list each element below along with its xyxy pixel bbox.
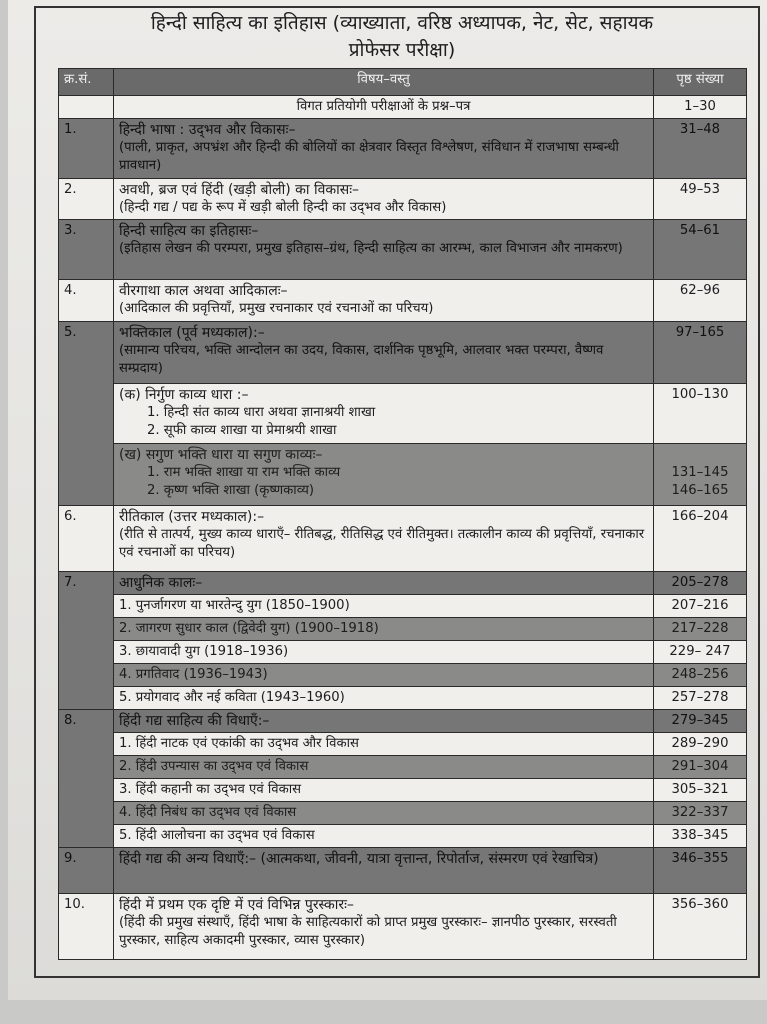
page-range: 338–345 [654, 825, 747, 848]
list-item: 4. प्रगतिवाद (1936–1943) [114, 664, 654, 687]
list-item: 1. पुनर्जागरण या भारतेन्दु युग (1850–1900) [114, 595, 654, 618]
page-range: 217–228 [654, 618, 747, 641]
page-range: 322–337 [654, 802, 747, 825]
page-range: 97–165 [654, 322, 747, 384]
table-row [59, 756, 747, 779]
section-heading: हिन्दी भाषा : उद्‌भव और विकासः– [119, 122, 296, 138]
list-item: 2. सूफी काव्य शाखा या प्रेमाश्रयी शाखा [147, 423, 337, 438]
page-range: 229– 247 [654, 641, 747, 664]
section-heading: हिन्दी साहित्य का इतिहासः– [119, 223, 259, 239]
list-item: 1. हिंदी नाटक एवं एकांकी का उद्‌भव और विकास [114, 733, 654, 756]
subsection-heading: (ख) सगुण भक्ति धारा या सगुण काव्यः– [119, 447, 323, 463]
table-row [59, 710, 747, 733]
page-range: 356–360 [654, 894, 747, 960]
title-line-2: प्रोफेसर परीक्षा) [348, 39, 456, 61]
page-range: 207–216 [654, 595, 747, 618]
page-range: 54–61 [654, 220, 747, 280]
table-row [59, 322, 747, 384]
table-row [59, 384, 747, 444]
list-item: 2. जागरण सुधार काल (द्विवेदी युग) (1900–1918) [114, 618, 654, 641]
list-item: 2. हिंदी उपन्यास का उद्‌भव एवं विकास [114, 756, 654, 779]
contents-table [58, 68, 747, 960]
table-row [59, 894, 747, 960]
page-range: 31–48 [654, 119, 747, 179]
table-row [59, 595, 747, 618]
page-range: 1–30 [654, 96, 747, 119]
page-range: 49–53 [654, 179, 747, 220]
header-page: पृष्ठ संख्या [654, 69, 747, 96]
page-range: 305–321 [654, 779, 747, 802]
page-range: 279–345 [654, 710, 747, 733]
section-heading: रीतिकाल (उत्तर मध्यकाल):– [119, 509, 265, 525]
section-description: (इतिहास लेखन की परम्परा, प्रमुख इतिहास–ग्रंथ, हिन्दी साहित्य का आरम्भ, काल विभाजन और नामकरण) [119, 241, 623, 256]
page-range: 205–278 [654, 572, 747, 595]
section-heading: हिंदी गद्य की अन्य विधाएँ:– (आत्मकथा, जीवनी, यात्रा वृत्तान्त, रिपोर्ताज, संस्मरण एवं रेखाचित्र) [114, 848, 654, 894]
page-title [58, 10, 746, 70]
page-range: 131–145 [671, 465, 729, 480]
page-range: 166–204 [654, 506, 747, 572]
serial-number: 3. [59, 220, 114, 280]
table-header-row [59, 69, 747, 96]
table-row [59, 506, 747, 572]
section-description: (हिन्दी गद्य / पद्य के रूप में खड़ी बोली हिन्दी का उद्‌भव और विकास) [119, 200, 447, 215]
page-range: 100–130 [654, 384, 747, 444]
serial-number: 9. [59, 848, 114, 894]
table-row [59, 618, 747, 641]
serial-number: 10. [59, 894, 114, 960]
table-row [59, 96, 747, 119]
table-row [59, 179, 747, 220]
page-range: 346–355 [654, 848, 747, 894]
serial-number: 7. [59, 572, 114, 710]
header-sr: क्र.सं. [59, 69, 114, 96]
page-range: 289–290 [654, 733, 747, 756]
list-item: 3. छायावादी युग (1918–1936) [114, 641, 654, 664]
table-row [59, 687, 747, 710]
section-description: (हिंदी की प्रमुख संस्थाएँ, हिंदी भाषा के साहित्यकारों को प्राप्त प्रमुख पुरस्कारः– ज्ञानपीठ पुरस्कार, सरस्वती पुरस्कार, साहित्य अकादमी पुरस्कार, व्यास पुरस्कार) [119, 915, 617, 948]
list-item: 2. कृष्ण भक्ति शाखा (कृष्णकाव्य) [147, 483, 315, 498]
table-row [59, 220, 747, 280]
section-description: (आदिकाल की प्रवृत्तियाँ, प्रमुख रचनाकार एवं रचनाओं का परिचय) [119, 301, 434, 316]
serial-number: 6. [59, 506, 114, 572]
table-row [59, 664, 747, 687]
page-range: 62–96 [654, 280, 747, 322]
table-row [59, 641, 747, 664]
serial-number: 2. [59, 179, 114, 220]
section-heading: हिंदी गद्य साहित्य की विधाएँ:– [114, 710, 654, 733]
table-row [59, 733, 747, 756]
header-subject: विषय–वस्तु [114, 69, 654, 96]
page-range: 146–165 [671, 483, 729, 498]
table-row [59, 825, 747, 848]
section-description: (पाली, प्राकृत, अपभ्रंश और हिन्दी की बोलियों का क्षेत्रवार विस्तृत विश्लेषण, संविधान में राजभाषा सम्बन्धी प्रावधान) [119, 140, 619, 173]
list-item: 4. हिंदी निबंध का उद्‌भव एवं विकास [114, 802, 654, 825]
table-row [59, 802, 747, 825]
section-description: (सामान्य परिचय, भक्ति आन्दोलन का उदय, विकास, दार्शनिक पृष्ठभूमि, आलवार भक्त परम्परा, वैष्णव सम्प्रदाय) [119, 343, 604, 376]
section-heading: हिंदी में प्रथम एक दृष्टि में एवं विभिन्न पुरस्कारः– [119, 897, 354, 913]
table-row [59, 779, 747, 802]
prev-papers-text: विगत प्रतियोगी परीक्षाओं के प्रश्न–पत्र [114, 96, 654, 119]
table-row [59, 280, 747, 322]
list-item: 1. हिन्दी संत काव्य धारा अथवा ज्ञानाश्रयी शाखा [147, 405, 376, 420]
section-heading: वीरगाथा काल अथवा आदिकालः– [119, 283, 288, 299]
table-row [59, 572, 747, 595]
page-range: 257–278 [654, 687, 747, 710]
serial-number: 1. [59, 119, 114, 179]
page-range: 291–304 [654, 756, 747, 779]
section-heading: भक्तिकाल (पूर्व मध्यकाल):– [119, 325, 265, 341]
list-item: 5. प्रयोगवाद और नई कविता (1943–1960) [114, 687, 654, 710]
subsection-heading: (क) निर्गुण काव्य धारा :– [119, 387, 249, 403]
table-row [59, 848, 747, 894]
list-item: 5. हिंदी आलोचना का उद्‌भव एवं विकास [114, 825, 654, 848]
section-heading: आधुनिक कालः– [114, 572, 654, 595]
serial-number: 5. [59, 322, 114, 506]
table-row [59, 444, 747, 506]
section-heading: अवधी, ब्रज एवं हिंदी (खड़ी बोली) का विकासः– [119, 182, 360, 198]
serial-number: 8. [59, 710, 114, 848]
table-row [59, 119, 747, 179]
title-line-1: हिन्दी साहित्य का इतिहास (व्याख्याता, वरिष्ठ अध्यापक, नेट, सेट, सहायक [150, 12, 654, 34]
list-item: 1. राम भक्ति शाखा या राम भक्ति काव्य [147, 465, 341, 480]
section-description: (रीति से तात्पर्य, मुख्य काव्य धाराएँ– रीतिबद्ध, रीतिसिद्ध एवं रीतिमुक्त। तत्कालीन काव्य की प्रवृत्तियाँ, रचनाकार एवं रचनाओं का परिचय) [119, 527, 645, 560]
list-item: 3. हिंदी कहानी का उद्‌भव एवं विकास [114, 779, 654, 802]
serial-number: 4. [59, 280, 114, 322]
page-range: 248–256 [654, 664, 747, 687]
